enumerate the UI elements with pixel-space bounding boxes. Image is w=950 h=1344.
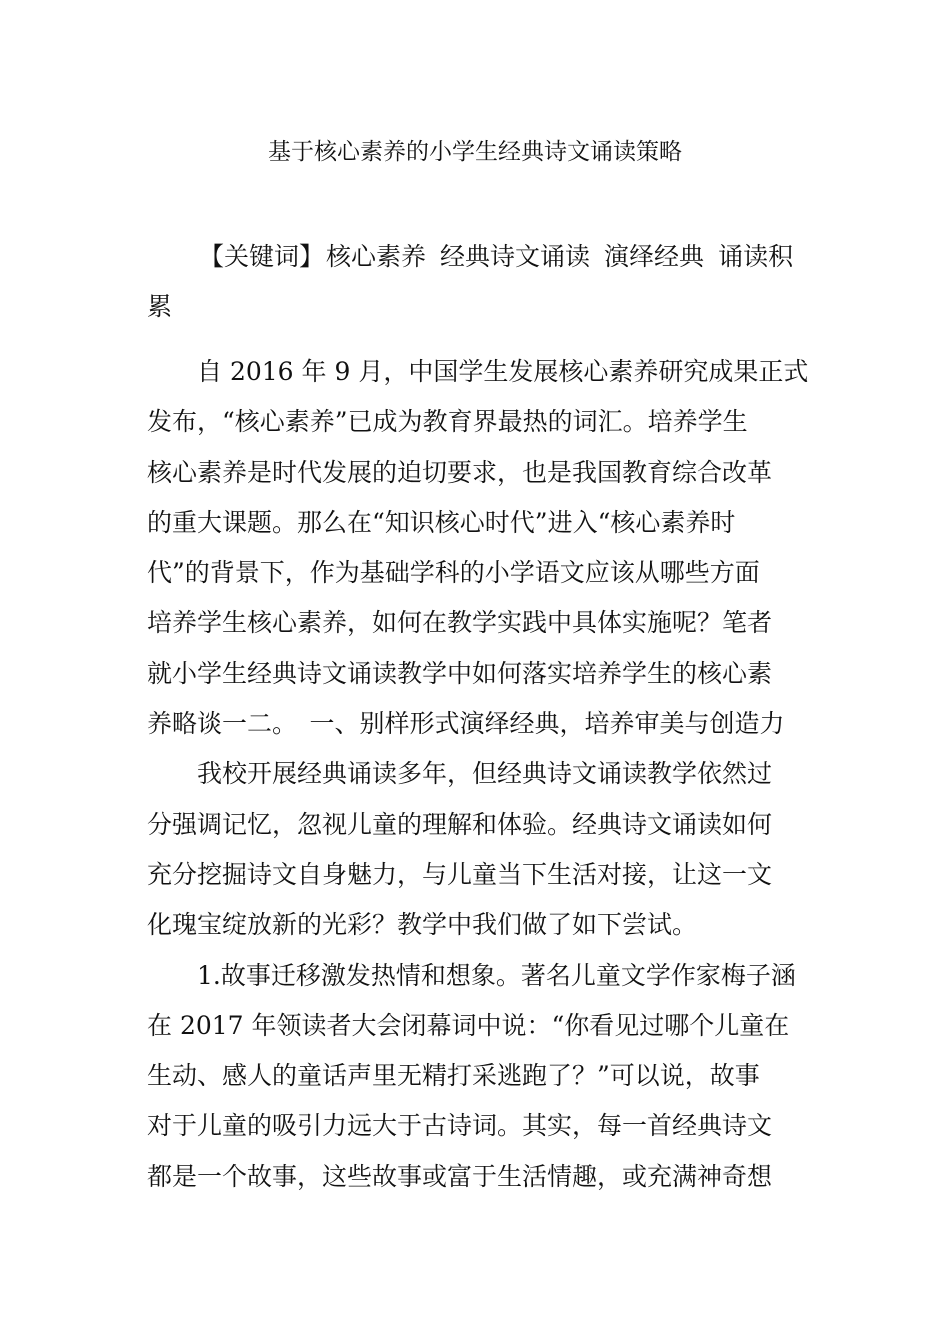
- paragraph-line: 化瑰宝绽放新的光彩？教学中我们做了如下尝试。: [147, 910, 698, 940]
- body-text: [147, 347, 817, 1202]
- paragraph-line: 生动、感人的童话声里无精打采逃跑了？”可以说，故事: [147, 1061, 760, 1091]
- keywords-label: 【关键词】: [199, 242, 325, 271]
- paragraph-line: 充分挖掘诗文自身魅力，与儿童当下生活对接，让这一文: [147, 859, 773, 889]
- paragraph-line: 核心素养是时代发展的迫切要求，也是我国教育综合改革: [147, 457, 773, 487]
- keyword-term: 演绎经典: [604, 242, 705, 271]
- paragraph-line: 的重大课题。那么在“知识核心时代”进入“核心素养时: [147, 507, 736, 537]
- paragraph-line: 自 2016 年 9 月，中国学生发展核心素养研究成果正式: [197, 357, 809, 386]
- paragraph-line: 对于儿童的吸引力远大于古诗词。其实，每一首经典诗文: [147, 1111, 773, 1141]
- paragraph-line: 分强调记忆，忽视儿童的理解和体验。经典诗文诵读如何: [147, 809, 773, 839]
- document-title: 基于核心素养的小学生经典诗文诵读策略: [268, 139, 682, 165]
- keyword-term: 经典诗文诵读: [440, 242, 591, 271]
- paragraph-line: 在 2017 年领读者大会闭幕词中说：“你看见过哪个儿童在: [147, 1010, 790, 1040]
- keywords-section: [147, 232, 817, 332]
- paragraph-line: 养略谈一二。 一、别样形式演绎经典，培养审美与创造力: [147, 709, 785, 739]
- keyword-term: 核心素养: [326, 242, 427, 271]
- paragraph-line: 都是一个故事，这些故事或富于生活情趣，或充满神奇想: [147, 1161, 773, 1191]
- keywords-continuation: 累: [147, 292, 173, 321]
- paragraph-line: 培养学生核心素养，如何在教学实践中具体实施呢？笔者: [147, 608, 773, 638]
- keyword-term: 诵读积: [718, 242, 794, 271]
- paragraph-line: 我校开展经典诵读多年，但经典诗文诵读教学依然过: [197, 759, 773, 789]
- paragraph-line: 1.故事迁移激发热情和想象。著名儿童文学作家梅子涵: [197, 960, 796, 990]
- paragraph-line: 发布，“核心素养”已成为教育界最热的词汇。培养学生: [147, 407, 748, 437]
- keywords-line: [147, 232, 817, 282]
- paragraph-line: 就小学生经典诗文诵读教学中如何落实培养学生的核心素: [147, 658, 773, 688]
- paragraph-line: 代”的背景下，作为基础学科的小学语文应该从哪些方面: [147, 558, 760, 588]
